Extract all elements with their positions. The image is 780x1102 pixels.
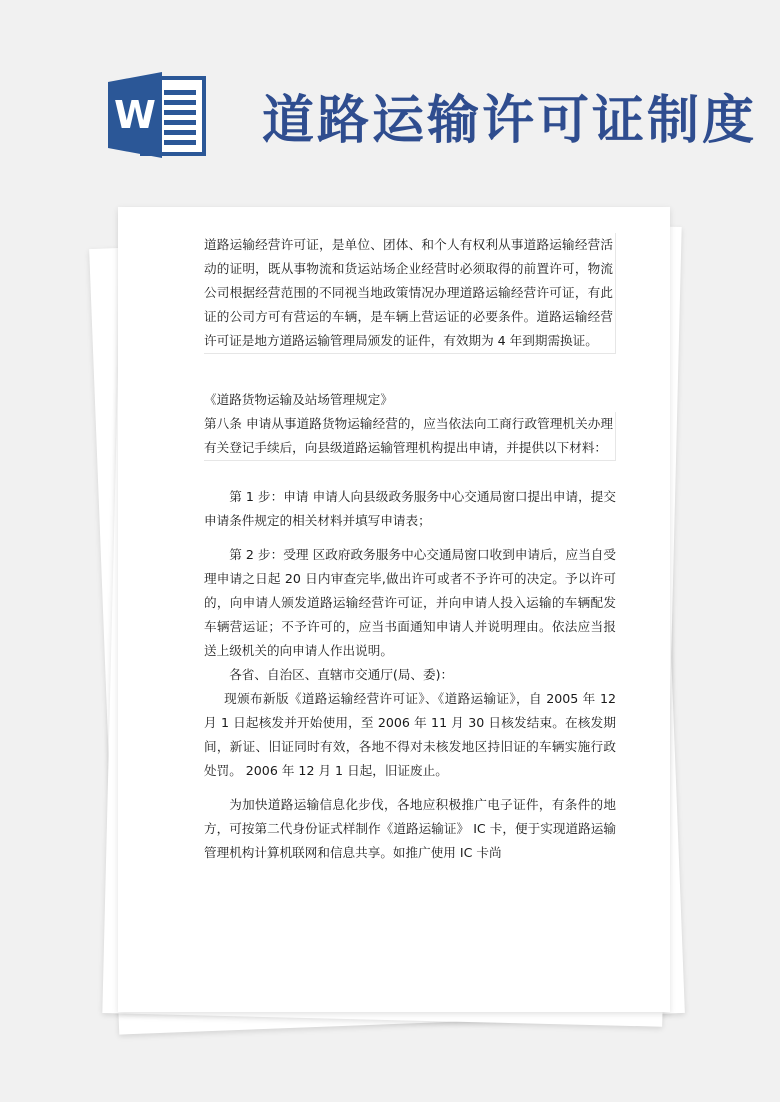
step-2: 第 2 步：受理 区政府政务服务中心交通局窗口收到申请后，应当自受理申请之日起 20 日内审查完毕,做出许可或者不予许可的决定。予以许可的，向申请人颁发道路运输经营许可证，并向申请人投入运输的车辆配发车辆营运证；不予许可的，应当书面通知申请人并说明理由。依法应当报送上级机关的向申请人作出说明。 (204, 547, 616, 658)
salutation: 各省、自治区、直辖市交通厅(局、委)： (229, 667, 454, 682)
header (0, 0, 780, 200)
word-icon-letter: W (114, 93, 156, 137)
page-title: 道路运输许可证制度 (262, 91, 758, 151)
document-page (118, 207, 670, 1012)
notice-paragraph: 现颁布新版《道路运输经营许可证》、《道路运输证》，自 2005 年 12 月 1 日起核发并开始使用，至 2006 年 11 月 30 日核发结束。在核发期间，新证、旧证同时有效，各地不得对未核发地区持旧证的车辆实施行政处罚。 2006 年 12 月 1 日起，旧证废止。 (204, 691, 616, 778)
word-document-icon (108, 72, 208, 158)
ic-card-paragraph: 为加快道路运输信息化步伐，各地应积极推广电子证件，有条件的地方，可按第二代身份证式样制作《道路运输证》 IC 卡，便于实现道路运输管理机构计算机联网和信息共享。如推广使用 IC 卡尚 (204, 797, 616, 860)
article-8: 第八条 申请从事道路货物运输经营的，应当依法向工商行政管理机关办理有关登记手续后，向县级道路运输管理机构提出申请，并提供以下材料： (204, 412, 616, 461)
step-1: 第 1 步：申请 申请人向县级政务服务中心交通局窗口提出申请，提交申请条件规定的相关材料并填写申请表； (204, 489, 616, 528)
document-content (204, 233, 616, 865)
regulation-title: 《道路货物运输及站场管理规定》 (204, 392, 393, 407)
intro-paragraph: 道路运输经营许可证，是单位、团体、和个人有权利从事道路运输经营活动的证明，既从事物流和货运站场企业经营时必须取得的前置许可，物流公司根据经营范围的不同视当地政策情况办理道路运输经营许可证，有此证的公司方可有营运的车辆，是车辆上营运证的必要条件。道路运输经营许可证是地方道路运输管理局颁发的证件，有效期为 4 年到期需换证。 (204, 233, 616, 354)
